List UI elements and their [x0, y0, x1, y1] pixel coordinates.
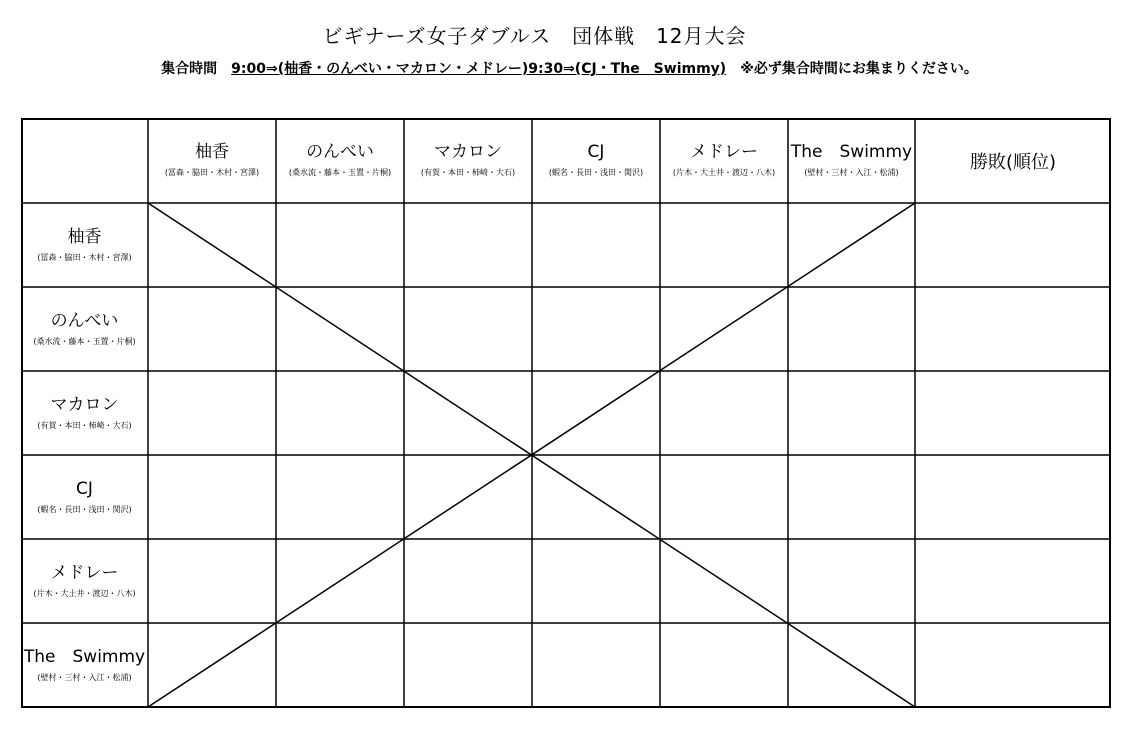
match-cell[interactable]	[532, 203, 660, 287]
match-cell[interactable]	[148, 539, 276, 623]
match-cell[interactable]	[404, 539, 532, 623]
match-cell[interactable]	[660, 371, 788, 455]
row-header-team-name: マカロン	[50, 394, 119, 415]
col-header-team	[660, 118, 788, 203]
result-header	[915, 118, 1111, 203]
schedule-label: 集合時間	[161, 61, 218, 77]
result-cell[interactable]	[915, 539, 1111, 623]
match-cell[interactable]	[532, 371, 660, 455]
result-header-label: 勝敗(順位)	[969, 151, 1057, 173]
col-header-team-members: (冨森・脇田・木村・宮澤)	[164, 168, 260, 177]
match-cell[interactable]	[660, 455, 788, 539]
page-title: ビギナーズ女子ダブルス 団体戦 12月大会	[322, 24, 747, 48]
match-cell[interactable]	[788, 623, 915, 708]
match-cell[interactable]	[532, 539, 660, 623]
row-header-team	[21, 623, 148, 708]
match-cell[interactable]	[404, 203, 532, 287]
col-header-team-name: The Swimmy	[790, 142, 913, 162]
row-header-team	[21, 455, 148, 539]
col-header-team-members: (有賀・本田・柿崎・大石)	[420, 168, 516, 177]
row-header-team-members: (片木・大土井・渡辺・八木)	[33, 588, 136, 598]
row-header-team-name: のんべい	[50, 310, 119, 331]
match-cell[interactable]	[276, 623, 404, 708]
match-cell[interactable]	[660, 623, 788, 708]
row-header-team-members: (桑水流・藤本・玉置・片桐)	[33, 336, 136, 346]
col-header-team	[404, 118, 532, 203]
match-cell[interactable]	[788, 371, 915, 455]
match-cell[interactable]	[660, 287, 788, 371]
row-header-team-name: 柚香	[67, 226, 102, 247]
row-header-team-members: (蝦名・長田・浅田・関沢)	[37, 504, 132, 514]
match-cell[interactable]	[788, 203, 915, 287]
match-cell[interactable]	[532, 287, 660, 371]
schedule-line	[0, 58, 1139, 78]
match-cell[interactable]	[148, 371, 276, 455]
col-header-team	[276, 118, 404, 203]
row-header-team-name: The Swimmy	[23, 647, 146, 667]
match-cell[interactable]	[148, 287, 276, 371]
col-header-team-name: のんべい	[306, 142, 374, 162]
result-cell[interactable]	[915, 371, 1111, 455]
row-header-team-name: メドレー	[50, 562, 119, 583]
match-cell[interactable]	[788, 539, 915, 623]
col-header-team	[532, 118, 660, 203]
match-cell[interactable]	[404, 371, 532, 455]
col-header-team-name: メドレー	[690, 142, 758, 162]
match-cell[interactable]	[276, 203, 404, 287]
match-cell[interactable]	[276, 539, 404, 623]
result-cell[interactable]	[915, 455, 1111, 539]
col-header-team-members: (壁村・三村・入江・松浦)	[804, 168, 899, 177]
match-cell[interactable]	[148, 203, 276, 287]
row-header-team-name: CJ	[76, 478, 93, 499]
result-cell[interactable]	[915, 623, 1111, 708]
result-cell[interactable]	[915, 287, 1111, 371]
row-header-team	[21, 287, 148, 371]
match-cell[interactable]	[404, 623, 532, 708]
row-header-team	[21, 539, 148, 623]
row-header-team-members: (有賀・本田・柿崎・大石)	[37, 420, 132, 430]
match-cell[interactable]	[660, 203, 788, 287]
match-cell[interactable]	[532, 623, 660, 708]
schedule-notice: ※必ず集合時間にお集まりください。	[740, 61, 978, 77]
col-header-team-name: マカロン	[434, 142, 502, 162]
col-header-team-members: (桑水流・藤本・玉置・片桐)	[288, 168, 392, 177]
col-header-team	[788, 118, 915, 203]
row-header-team	[21, 371, 148, 455]
col-header-team-members: (片木・大土井・渡辺・八木)	[672, 168, 776, 177]
league-table	[21, 118, 1111, 708]
match-cell[interactable]	[276, 287, 404, 371]
col-header-team	[148, 118, 276, 203]
match-cell[interactable]	[276, 371, 404, 455]
match-cell[interactable]	[788, 455, 915, 539]
schedule-sequence: 9:00⇒(柚香・のんべい・マカロン・メドレー)9:30⇒(CJ・The Swimmy)	[231, 61, 727, 77]
match-cell[interactable]	[148, 455, 276, 539]
result-cell[interactable]	[915, 203, 1111, 287]
match-cell[interactable]	[148, 623, 276, 708]
col-header-team-members: (蝦名・長田・浅田・関沢)	[548, 168, 644, 177]
match-cell[interactable]	[404, 455, 532, 539]
row-header-team-members: (冨森・脇田・木村・宮澤)	[37, 252, 132, 262]
row-header-team-members: (壁村・三村・入江・松浦)	[37, 673, 132, 682]
col-header-team-name: CJ	[587, 142, 605, 162]
col-header-team-name: 柚香	[195, 142, 229, 162]
match-cell[interactable]	[276, 455, 404, 539]
match-cell[interactable]	[660, 539, 788, 623]
row-header-team	[21, 203, 148, 287]
match-cell[interactable]	[532, 455, 660, 539]
match-cell[interactable]	[404, 287, 532, 371]
match-cell[interactable]	[788, 287, 915, 371]
